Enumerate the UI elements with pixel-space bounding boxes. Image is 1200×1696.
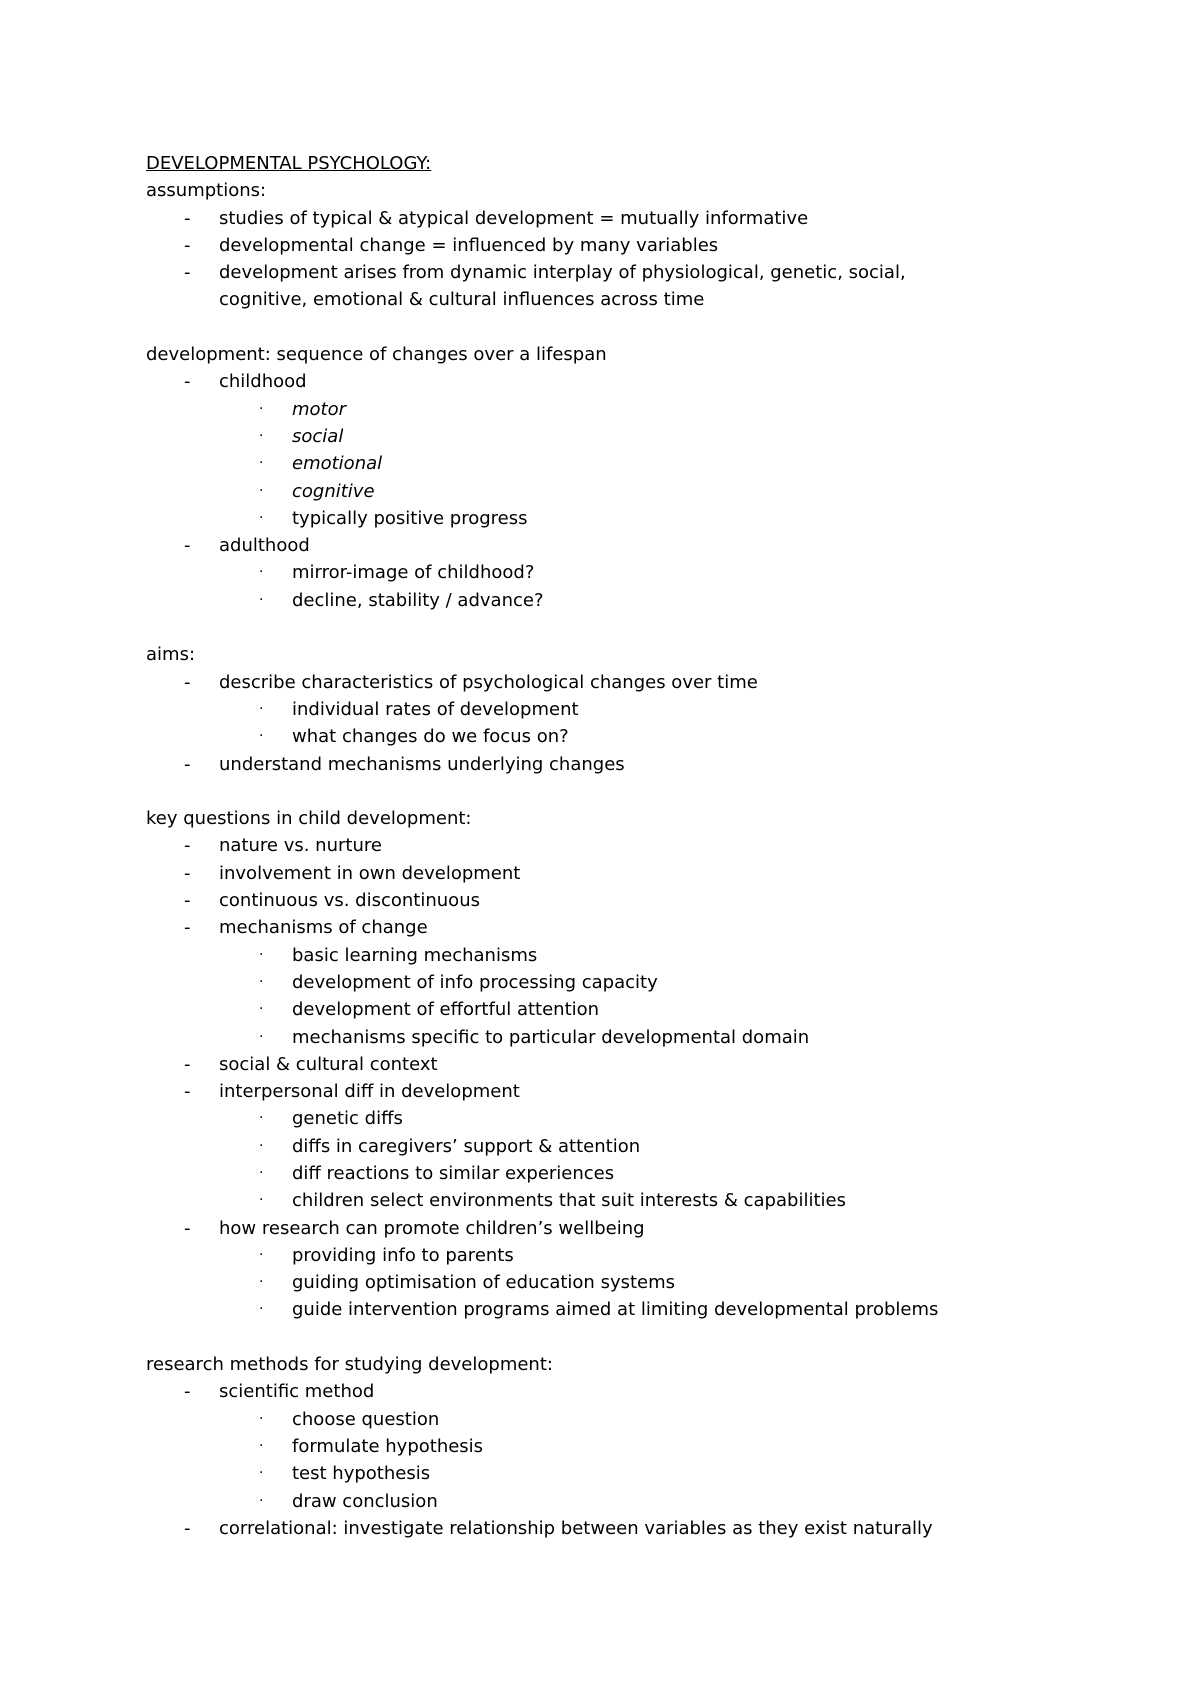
- document-title: DEVELOPMENTAL PSYCHOLOGY:: [146, 153, 432, 174]
- dash-marker: -: [184, 890, 191, 912]
- bullet-marker: ·: [259, 1246, 264, 1263]
- list-item: - involvement in own development: [146, 860, 1156, 887]
- bullet-marker: ·: [259, 591, 264, 608]
- sub-list-item: · basic learning mechanisms: [146, 942, 1156, 969]
- sub-list-item: · choose question: [146, 1406, 1156, 1433]
- bullet-marker: ·: [259, 509, 264, 526]
- sub-list-item: · formulate hypothesis: [146, 1433, 1156, 1460]
- bullet-marker: ·: [259, 1192, 264, 1209]
- spacer: [146, 314, 1156, 341]
- sub-list-item: · genetic diffs: [146, 1105, 1156, 1132]
- bullet-marker: ·: [259, 1492, 264, 1509]
- bullet-marker: ·: [259, 1274, 264, 1291]
- dash-marker: -: [184, 535, 191, 557]
- bullet-marker: ·: [259, 1465, 264, 1482]
- sub-list-item: · guide intervention programs aimed at limiting developmental problems: [146, 1296, 1156, 1323]
- bullet-marker: ·: [259, 1301, 264, 1318]
- bullet-marker: ·: [259, 400, 264, 417]
- list-item: - continuous vs. discontinuous: [146, 887, 1156, 914]
- sub-list-item: · development of effortful attention: [146, 996, 1156, 1023]
- dash-marker: -: [184, 1217, 191, 1239]
- dash-marker: -: [184, 371, 191, 393]
- aims-heading: aims:: [146, 644, 196, 666]
- sub-list-item: · social: [146, 423, 1156, 450]
- sub-list-item: · individual rates of development: [146, 696, 1156, 723]
- bullet-marker: ·: [259, 1028, 264, 1045]
- list-item: - describe characteristics of psychological changes over time: [146, 669, 1156, 696]
- spacer: [146, 614, 1156, 641]
- list-item: - social & cultural context: [146, 1051, 1156, 1078]
- sub-list-item: · mechanisms specific to particular developmental domain: [146, 1024, 1156, 1051]
- sub-list-item: · emotional: [146, 450, 1156, 477]
- list-item: - childhood: [146, 368, 1156, 395]
- dash-marker: -: [184, 917, 191, 939]
- sub-list-item: · mirror-image of childhood?: [146, 559, 1156, 586]
- sub-list-item: · children select environments that suit interests & capabilities: [146, 1187, 1156, 1214]
- sub-list-item: · decline, stability / advance?: [146, 587, 1156, 614]
- bullet-marker: ·: [259, 482, 264, 499]
- list-item: - developmental change = influenced by many variables: [146, 232, 1156, 259]
- list-item: - understand mechanisms underlying changes: [146, 751, 1156, 778]
- assumptions-heading: assumptions:: [146, 180, 267, 202]
- spacer: [146, 1324, 1156, 1351]
- dash-marker: -: [184, 1517, 191, 1539]
- bullet-marker: ·: [259, 1164, 264, 1181]
- bullet-marker: ·: [259, 728, 264, 745]
- list-item: - adulthood: [146, 532, 1156, 559]
- list-item: - correlational: investigate relationship between variables as they exist naturally: [146, 1515, 1156, 1542]
- spacer: [146, 778, 1156, 805]
- dash-marker: -: [184, 207, 191, 229]
- bullet-marker: ·: [259, 564, 264, 581]
- bullet-marker: ·: [259, 1110, 264, 1127]
- list-item: - scientific method: [146, 1378, 1156, 1405]
- sub-list-item: · cognitive: [146, 478, 1156, 505]
- list-item: - how research can promote children’s wellbeing: [146, 1215, 1156, 1242]
- notes-body: [146, 150, 1156, 1542]
- key-questions-heading: key questions in child development:: [146, 808, 472, 830]
- sub-list-item: · test hypothesis: [146, 1460, 1156, 1487]
- sub-list-item: · diff reactions to similar experiences: [146, 1160, 1156, 1187]
- bullet-marker: ·: [259, 1410, 264, 1427]
- dash-marker: -: [184, 753, 191, 775]
- bullet-marker: ·: [259, 427, 264, 444]
- bullet-marker: ·: [259, 946, 264, 963]
- list-item: - interpersonal diff in development: [146, 1078, 1156, 1105]
- sub-list-item: · what changes do we focus on?: [146, 723, 1156, 750]
- sub-list-item: · guiding optimisation of education systems: [146, 1269, 1156, 1296]
- dash-marker: -: [184, 671, 191, 693]
- sub-list-item: · diffs in caregivers’ support & attention: [146, 1133, 1156, 1160]
- methods-heading: research methods for studying development:: [146, 1354, 553, 1376]
- dash-marker: -: [184, 262, 191, 284]
- dash-marker: -: [184, 835, 191, 857]
- dash-marker: -: [184, 234, 191, 256]
- dash-marker: -: [184, 1053, 191, 1075]
- list-item-continuation: cognitive, emotional & cultural influences across time: [219, 289, 705, 311]
- list-item: - mechanisms of change: [146, 914, 1156, 941]
- bullet-marker: ·: [259, 1001, 264, 1018]
- sub-list-item: · motor: [146, 396, 1156, 423]
- sub-list-item: · development of info processing capacity: [146, 969, 1156, 996]
- bullet-marker: ·: [259, 455, 264, 472]
- development-heading: development: sequence of changes over a lifespan: [146, 344, 607, 366]
- bullet-marker: ·: [259, 1137, 264, 1154]
- dash-marker: -: [184, 1381, 191, 1403]
- bullet-marker: ·: [259, 1437, 264, 1454]
- list-item: - nature vs. nurture: [146, 832, 1156, 859]
- dash-marker: -: [184, 862, 191, 884]
- dash-marker: -: [184, 1081, 191, 1103]
- bullet-marker: ·: [259, 973, 264, 990]
- list-item: - development arises from dynamic interplay of physiological, genetic, social,: [146, 259, 1156, 286]
- sub-list-item: · draw conclusion: [146, 1488, 1156, 1515]
- list-item: - studies of typical & atypical development = mutually informative: [146, 205, 1156, 232]
- sub-list-item: · providing info to parents: [146, 1242, 1156, 1269]
- bullet-marker: ·: [259, 700, 264, 717]
- sub-list-item: · typically positive progress: [146, 505, 1156, 532]
